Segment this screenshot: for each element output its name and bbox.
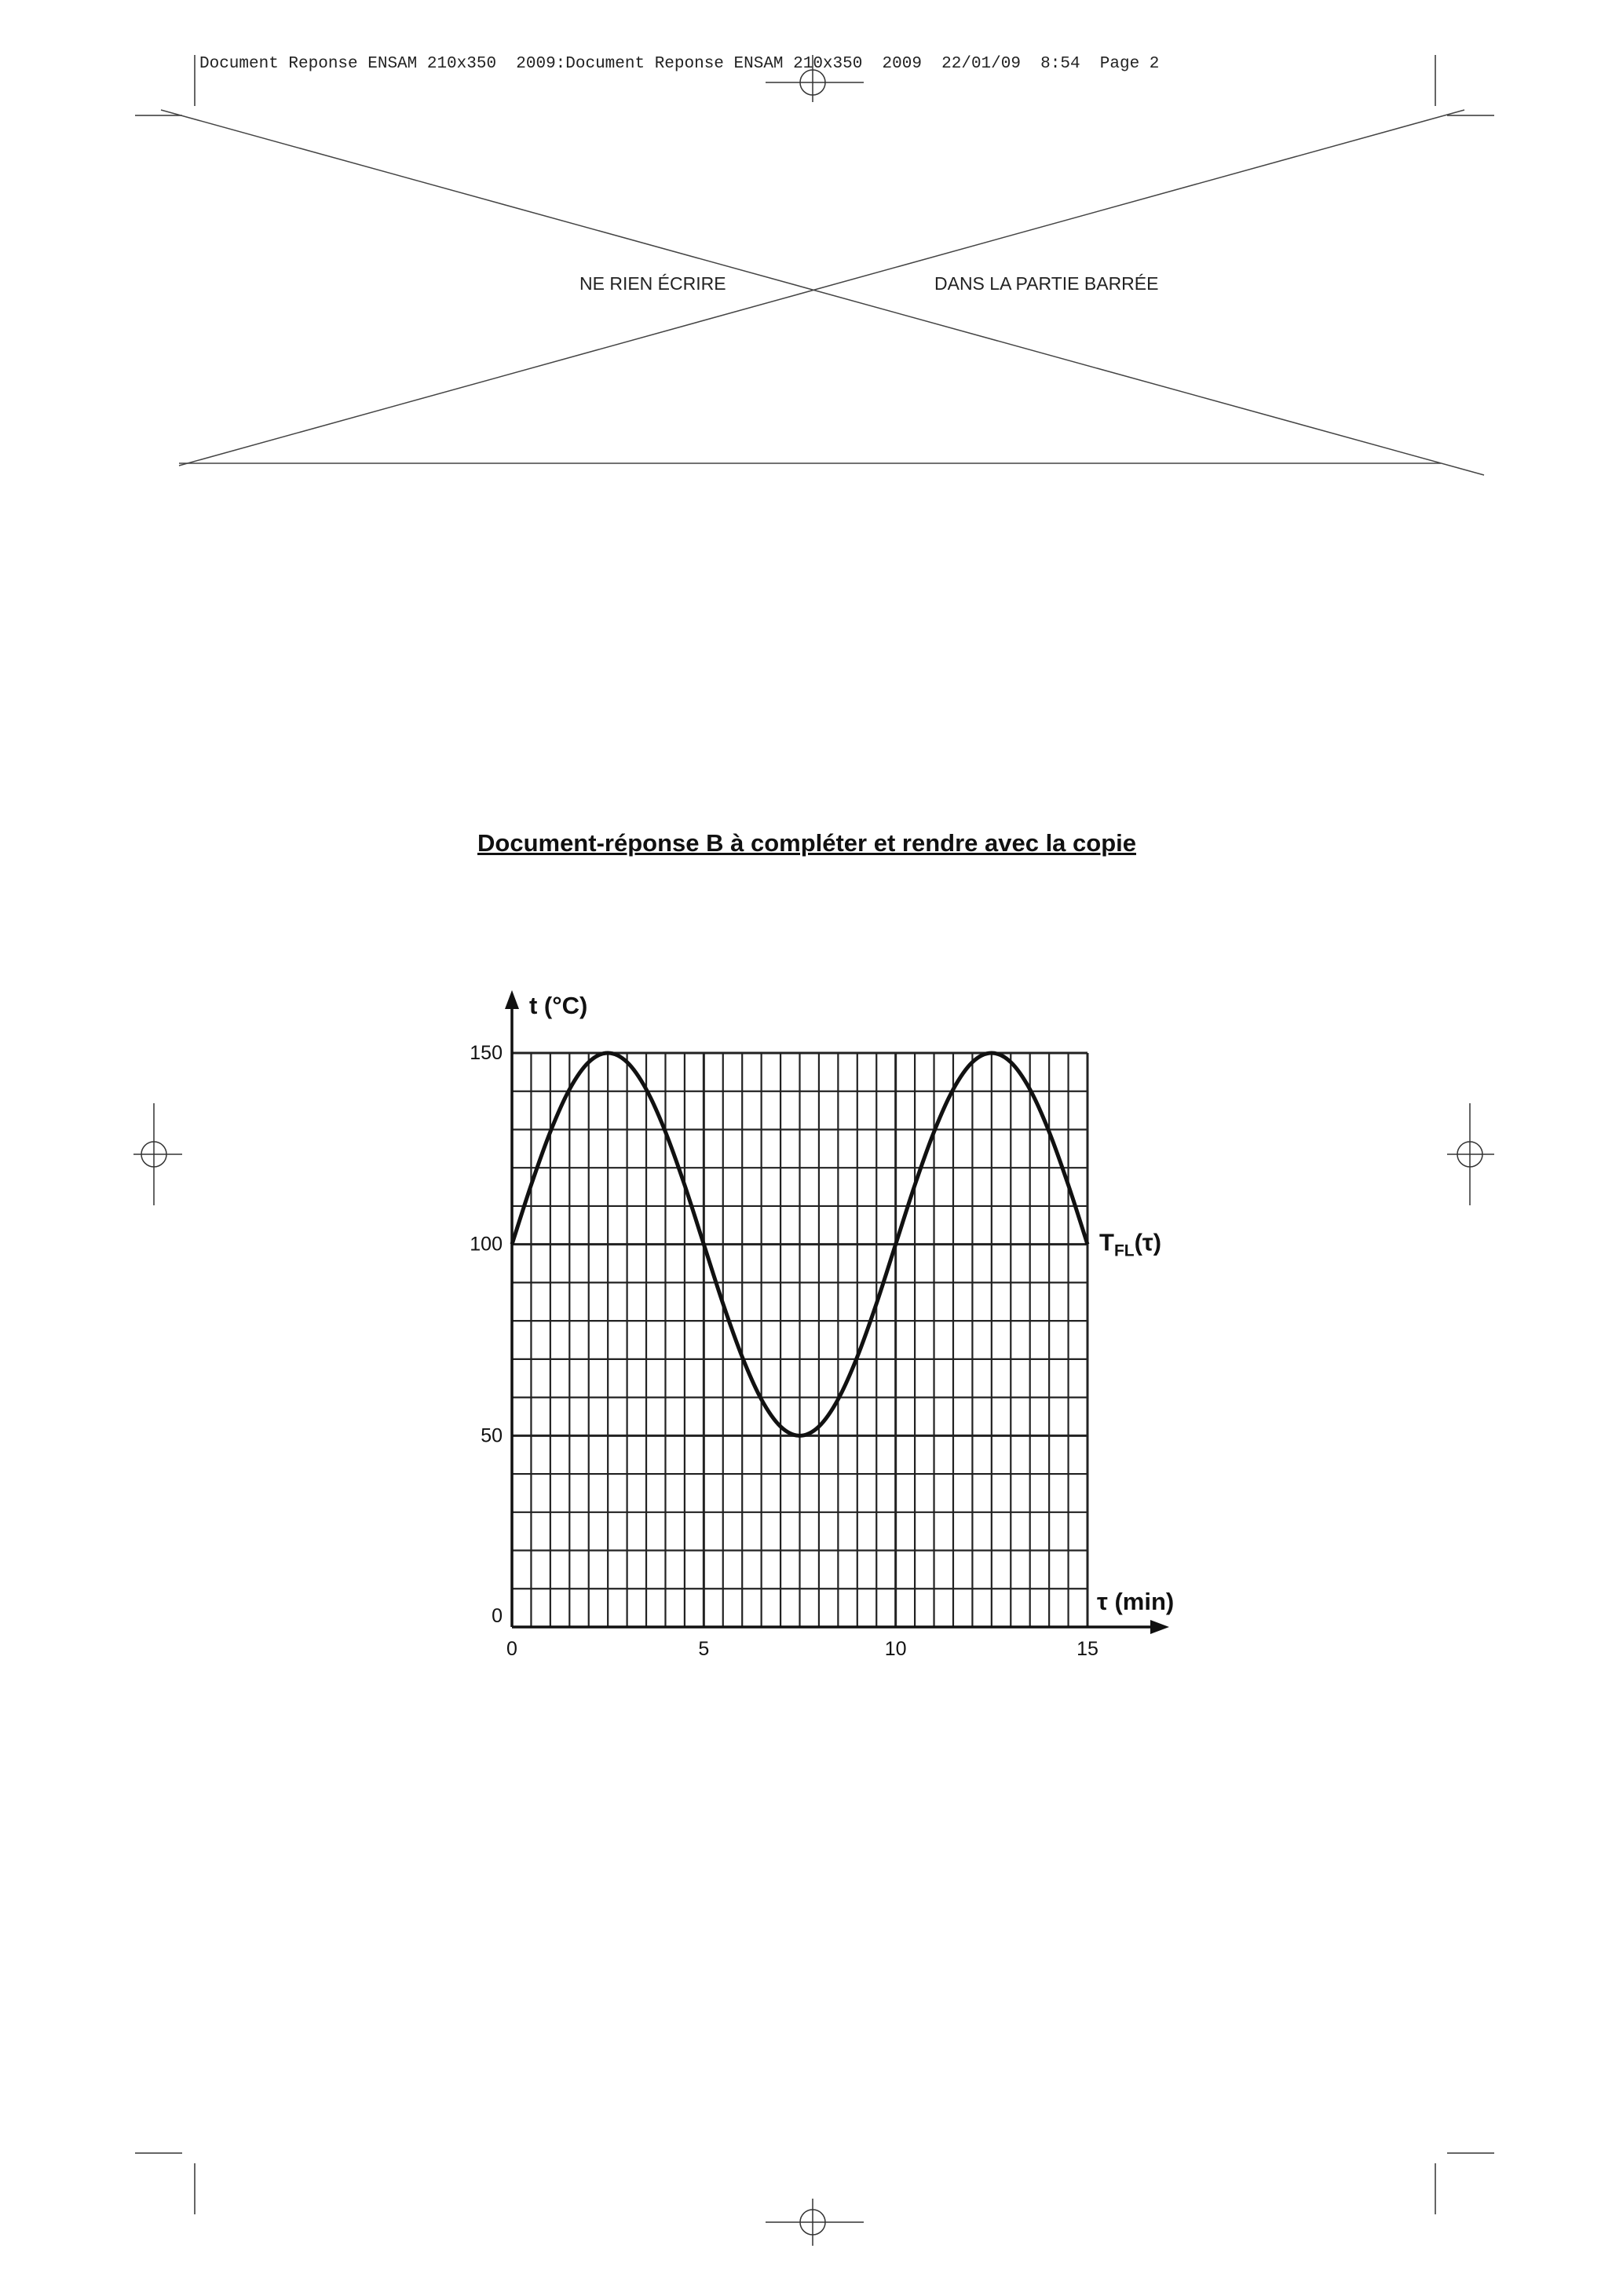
registration-mark-bottom (766, 2199, 864, 2246)
y-axis-arrow (505, 990, 519, 1009)
x-axis-arrow (1150, 1620, 1169, 1634)
y-tick-label: 50 (481, 1424, 503, 1447)
registration-mark-right (1447, 1103, 1494, 1205)
series-label-sub: FL (1113, 1241, 1135, 1260)
crossed-band (161, 110, 1484, 475)
series-label-tfl (1099, 1229, 1161, 1260)
crossed-band-right-text: DANS LA PARTIE BARRÉE (934, 273, 1159, 294)
x-tick-label: 15 (1077, 1638, 1098, 1660)
x-axis-label: τ (min) (1097, 1588, 1175, 1615)
y-tick-label: 150 (470, 1042, 503, 1064)
y-tick-label: 0 (492, 1605, 503, 1627)
y-axis-label: t (°C) (529, 992, 588, 1019)
registration-mark-left (133, 1103, 182, 1205)
x-tick-label: 0 (506, 1638, 517, 1660)
chart-axes (505, 990, 1169, 1634)
series-label-arg: (τ) (1134, 1228, 1162, 1256)
temperature-chart (463, 974, 1201, 1680)
chart-grid (512, 1053, 1087, 1627)
series-label-main: T (1099, 1228, 1114, 1256)
y-tick-label: 100 (470, 1233, 503, 1256)
crossed-band-left-text: NE RIEN ÉCRIRE (579, 273, 726, 294)
x-tick-label: 10 (884, 1638, 907, 1660)
print-slug-header: Document Reponse ENSAM 210x350 2009:Document Reponse ENSAM 210x350 2009 22/01/09 8:54 Page 2 (199, 55, 1160, 73)
document-title: Document-réponse B à compléter et rendre avec la copie (477, 829, 1136, 857)
x-tick-label: 5 (698, 1638, 710, 1660)
chart-ticks (470, 1042, 1098, 1660)
